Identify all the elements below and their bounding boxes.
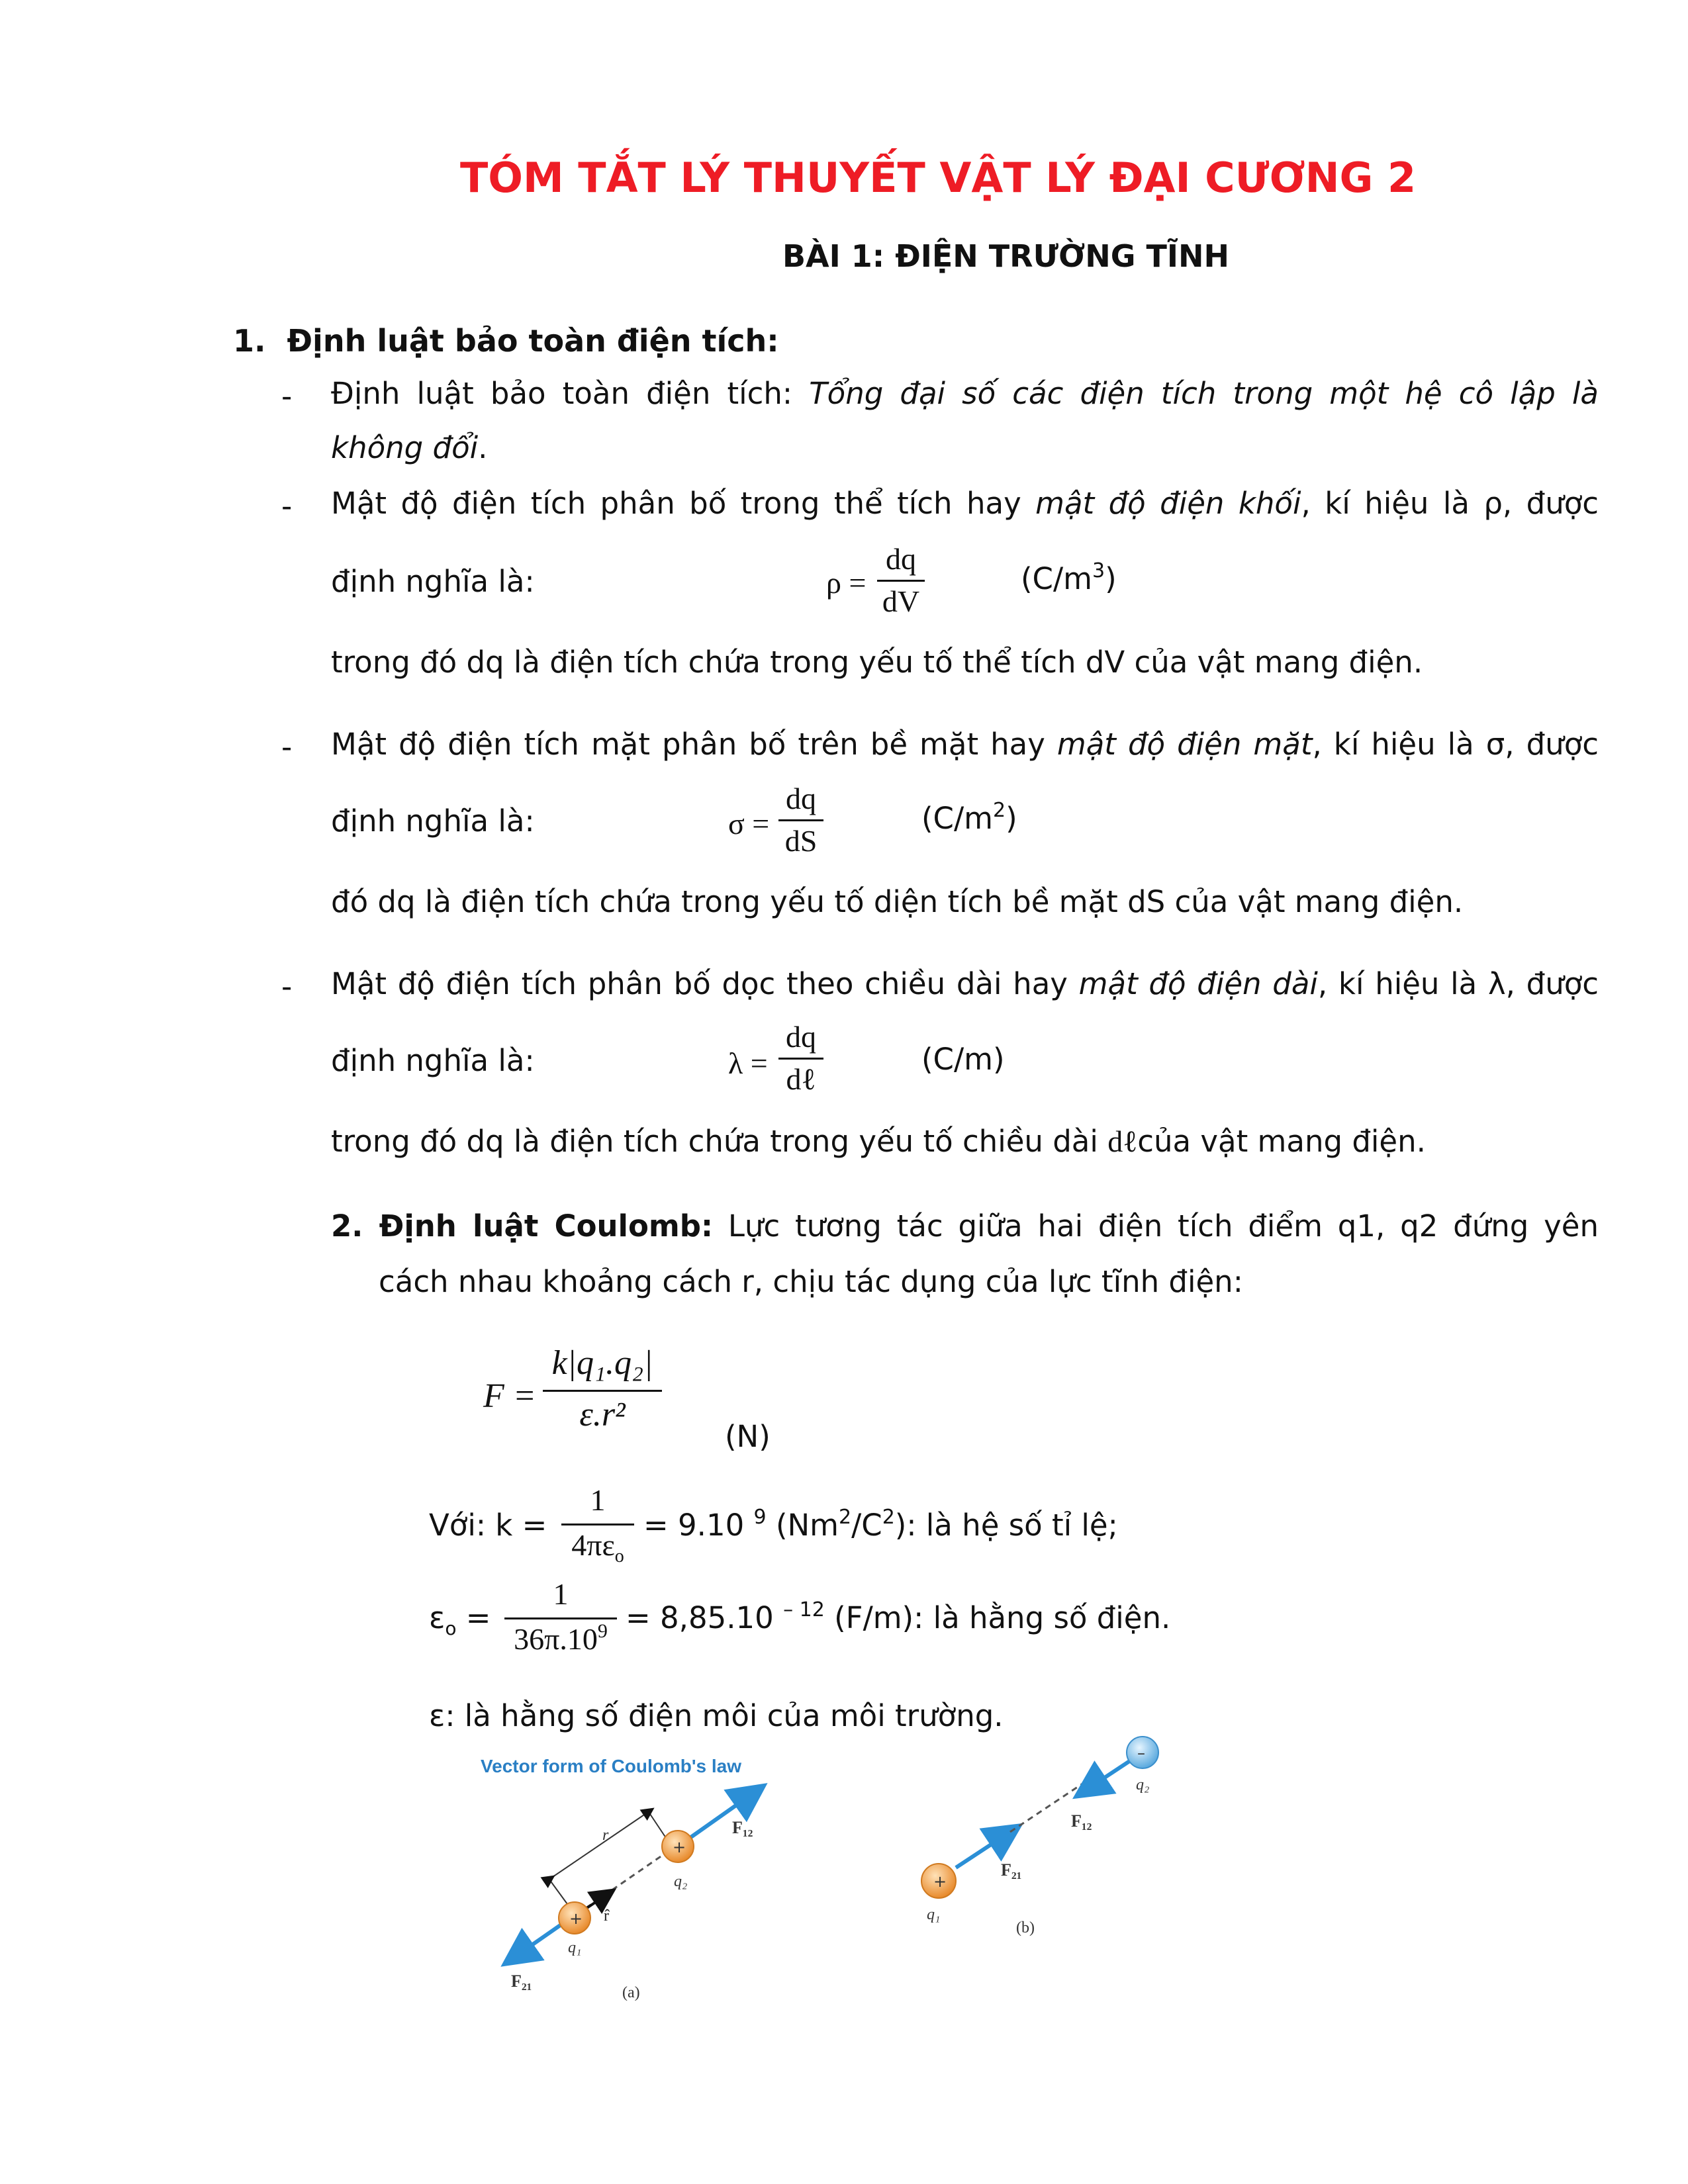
sigma-lhs: σ =: [728, 807, 770, 841]
bullet-3-line-1: [331, 727, 1599, 762]
section-2-text-1: Lực tương tác giữa hai điện tích điểm q1, q2 đứng yên: [727, 1208, 1599, 1244]
sigma-numerator: dq: [786, 782, 816, 815]
k-den-main: 4πε: [571, 1528, 615, 1562]
sigma-unit: [921, 799, 1017, 836]
eps-lhs: [429, 1600, 491, 1639]
rho-unit-sup: 3: [1092, 559, 1105, 582]
rho-fraction: [877, 541, 925, 621]
sigma-unit-sup: 2: [992, 799, 1006, 822]
F21-arrow: [514, 1921, 566, 1958]
coulomb-unit: (N): [725, 1419, 771, 1454]
bullet-3-italic: mật độ điện mặt: [1056, 727, 1313, 762]
k-unit-c: ): là hệ số tỉ lệ;: [894, 1508, 1118, 1543]
bullet-2-line-1: [331, 486, 1599, 521]
lambda-fraction: [778, 1019, 823, 1099]
rho-lhs: ρ =: [826, 566, 867, 600]
sigma-fraction: [778, 781, 823, 860]
eps-den-sup: 9: [597, 1620, 608, 1642]
k-denominator: [561, 1527, 634, 1567]
coulomb-lhs: F =: [483, 1377, 536, 1415]
figure-b-label: (b): [1016, 1919, 1035, 1936]
F12-label-a: F₁₂: [732, 1818, 753, 1837]
fraction-bar: [504, 1617, 617, 1619]
k-value: [643, 1506, 1118, 1543]
bullet-dash: -: [281, 379, 293, 414]
bullet-dash: -: [281, 488, 293, 523]
k-fraction: [561, 1482, 634, 1569]
eps-fraction: [504, 1576, 617, 1662]
k-unit-sup-2: 2: [882, 1506, 895, 1529]
bullet-2-italic: mật độ điện khối: [1035, 486, 1301, 521]
bullet-4-after-b: của vật mang điện.: [1137, 1124, 1426, 1159]
lambda-denominator: dℓ: [786, 1062, 816, 1096]
dl-symbol: dℓ: [1107, 1124, 1138, 1158]
k-den-sub: o: [614, 1546, 624, 1567]
rho-unit-b: ): [1105, 561, 1117, 596]
coulomb-figure-b: [887, 1727, 1231, 1966]
rho-denominator: dV: [882, 584, 920, 618]
rho-unit-a: (C/m: [1021, 561, 1092, 596]
k-exponent: 9: [753, 1506, 767, 1529]
q2-label-b: q₂: [1136, 1776, 1150, 1794]
F21-label-b: F₂₁: [1001, 1860, 1022, 1880]
sigma-denominator: dS: [784, 824, 818, 858]
section-2-line-1: [331, 1208, 1599, 1244]
page-title: TÓM TẮT LÝ THUYẾT VẬT LÝ ĐẠI CƯƠNG 2: [460, 154, 1417, 202]
k-value-main: = 9.10: [643, 1508, 745, 1543]
F12-label-b: F₁₂: [1071, 1811, 1092, 1831]
bullet-1-line-1: [331, 376, 1599, 411]
q2-plus-a: +: [673, 1838, 686, 1856]
bullet-4-after-a: trong đó dq là điện tích chứa trong yếu tố chiều dài: [331, 1124, 1098, 1159]
r-label: r: [602, 1827, 609, 1844]
k-unit-sup-1: 2: [839, 1506, 852, 1529]
page-subtitle: BÀI 1: ĐIỆN TRƯỜNG TĨNH: [782, 238, 1229, 274]
coulomb-figure-a: [463, 1747, 808, 2012]
coulomb-fraction: [543, 1343, 662, 1443]
k-unit-b: /C: [851, 1508, 882, 1543]
rho-unit: [1021, 559, 1117, 596]
sigma-unit-b: ): [1006, 801, 1017, 836]
k-unit-a: (Nm: [775, 1508, 839, 1543]
eps-equals: =: [465, 1600, 491, 1635]
q2-label-a: q₂: [674, 1873, 688, 1890]
bullet-3-rest: , kí hiệu là σ, được: [1312, 727, 1599, 762]
bullet-2-rest: , kí hiệu là ρ, được: [1301, 486, 1599, 521]
fraction-bar: [778, 819, 823, 821]
fraction-bar: [561, 1524, 634, 1525]
lambda-numerator: dq: [786, 1020, 816, 1054]
dielectric-description: ε: là hằng số điện môi của môi trường.: [429, 1698, 1004, 1733]
eps-numerator: 1: [553, 1577, 569, 1611]
sigma-unit-a: (C/m: [921, 801, 993, 836]
eps-den-main: 36π.10: [514, 1622, 598, 1656]
section-2-heading: 2. Định luật Coulomb:: [331, 1208, 713, 1244]
bullet-dash: -: [281, 729, 293, 764]
rho-numerator: dq: [886, 542, 916, 576]
bullet-1-line-2: [331, 430, 488, 465]
eps-value-main: = 8,85.10: [626, 1600, 774, 1635]
eps-unit: (F/m): là hằng số điện.: [834, 1600, 1171, 1635]
figure-a-label: (a): [622, 1984, 640, 2001]
q1-plus-b: +: [933, 1872, 947, 1891]
bullet-3-after: đó dq là điện tích chứa trong yếu tố diện tích bề mặt dS của vật mang điện.: [331, 884, 1464, 919]
definition-label: định nghĩa là:: [331, 803, 535, 839]
bullet-2-after: trong đó dq là điện tích chứa trong yếu tố thể tích dV của vật mang điện.: [331, 645, 1423, 680]
bullet-4-rest: , kí hiệu là λ, được: [1317, 966, 1599, 1001]
definition-label: định nghĩa là:: [331, 564, 535, 599]
section-1-number: 1.: [233, 323, 266, 359]
F21-label-a: F₂₁: [511, 1972, 532, 1991]
figure-a-title: Vector form of Coulomb's law: [481, 1756, 742, 1776]
fraction-bar: [543, 1390, 662, 1392]
r-dimension: [551, 1811, 650, 1878]
q1-label-a: q₁: [568, 1939, 582, 1956]
bullet-1-italic-2: không đổi: [331, 430, 479, 465]
k-numerator: 1: [590, 1483, 606, 1517]
bullet-4-line-1: [331, 966, 1599, 1001]
lambda-unit: (C/m): [921, 1042, 1005, 1077]
eps-symbol-sub: o: [445, 1617, 457, 1639]
bullet-4-italic: mật độ điện dài: [1078, 966, 1318, 1001]
bullet-4-text: Mật độ điện tích phân bố dọc theo chiều dài hay: [331, 966, 1068, 1001]
coulomb-numerator: k|q₁.q₂|: [551, 1344, 653, 1382]
definition-label: định nghĩa là:: [331, 1043, 535, 1078]
lambda-lhs: λ =: [728, 1046, 768, 1080]
bullet-1-end: .: [478, 430, 488, 465]
bullet-4-after: [331, 1126, 1426, 1157]
eps-denominator: [504, 1621, 617, 1657]
fraction-bar: [877, 580, 925, 582]
section-2-line-2: cách nhau khoảng cách r, chịu tác dụng của lực tĩnh điện:: [379, 1264, 1243, 1299]
q1-plus-a: +: [569, 1909, 583, 1928]
section-1-heading: [233, 323, 779, 359]
bullet-1-italic: Tổng đại số các điện tích trong một hệ cô lập là: [809, 376, 1599, 411]
eps-exponent: – 12: [783, 1598, 825, 1621]
eps-value: [626, 1598, 1171, 1635]
k-prefix: Với: k =: [429, 1508, 547, 1543]
section-1-title: Định luật bảo toàn điện tích:: [287, 323, 779, 359]
r-hat-label: r̂: [604, 1907, 609, 1925]
bullet-dash: -: [281, 969, 293, 1004]
bullet-2-text: Mật độ điện tích phân bố trong thể tích hay: [331, 486, 1021, 521]
coulomb-denominator: ε.r²: [579, 1396, 626, 1433]
fraction-bar: [778, 1058, 823, 1060]
bullet-1-prefix: Định luật bảo toàn điện tích:: [331, 376, 793, 411]
eps-symbol: ε: [429, 1600, 445, 1635]
bullet-3-text: Mật độ điện tích mặt phân bố trên bề mặt hay: [331, 727, 1045, 762]
q1-label-b: q₁: [927, 1906, 941, 1923]
q2-minus-b: –: [1137, 1744, 1145, 1762]
